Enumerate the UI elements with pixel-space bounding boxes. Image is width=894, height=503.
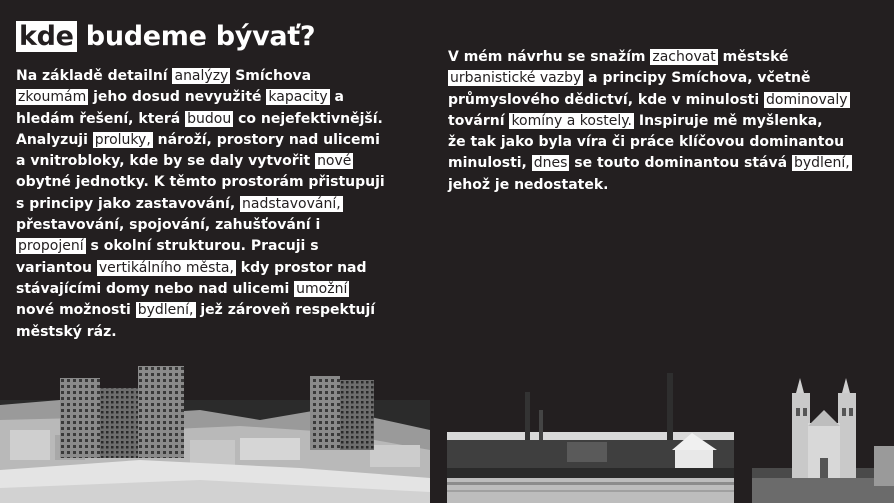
page-title [16, 20, 315, 54]
text-segment: obytné jednotky. K těmto prostorám přistupuji [16, 174, 385, 191]
text-segment: Analyzuji [16, 131, 93, 148]
text-line [16, 279, 411, 300]
highlighted-word: dominovaly [766, 91, 848, 108]
text-line [448, 153, 883, 174]
text-segment: a vnitrobloky, kde by se daly vytvořit [16, 153, 316, 170]
highlighted-word: propojení [18, 238, 84, 255]
highlighted-word: kapacity [268, 89, 328, 106]
text-segment: minulosti, [448, 155, 532, 172]
text-line [448, 47, 883, 68]
right-paragraph [448, 47, 883, 196]
text-line [448, 175, 883, 196]
highlighted-word: urbanistické vazby [450, 70, 582, 87]
text-line [448, 111, 883, 132]
text-segment: variantou [16, 259, 97, 276]
highlighted-word: bydlení, [137, 302, 194, 319]
text-segment: městské [717, 49, 789, 65]
highlighted-word: zkoumám [18, 89, 87, 106]
text-segment: jeho dosud nevyužité [88, 89, 267, 106]
text-segment: co nejefektivnější. [233, 110, 383, 127]
text-segment: průmyslového dědictví, kde v minulosti [448, 91, 765, 108]
text-segment: přestavování, spojování, zahušťování i [16, 217, 321, 234]
highlighted-word: proluky, [94, 131, 151, 148]
text-line [16, 258, 411, 279]
text-segment: jež zároveň respektují [195, 302, 376, 319]
highlighted-word: bydlení, [793, 155, 850, 172]
historical-factory-photo [447, 370, 734, 503]
text-segment: Inspiruje mě myšlenka, [633, 112, 823, 129]
highlighted-word: umožní [296, 280, 348, 297]
text-line [16, 66, 411, 87]
text-segment: nároží, prostory nad ulicemi [152, 131, 380, 148]
highlighted-word: analýzy [174, 68, 229, 84]
city-model-render [0, 360, 430, 503]
highlighted-word: vertikálního města, [98, 259, 234, 276]
text-line [16, 87, 411, 108]
highlighted-word: budou [187, 110, 232, 127]
text-line [16, 109, 411, 130]
text-segment: nové možnosti [16, 302, 136, 319]
text-segment: Smíchova [230, 68, 312, 84]
text-line [448, 90, 883, 111]
text-line [16, 236, 411, 257]
text-segment: a principy Smíchova, včetně [583, 70, 811, 87]
text-line [16, 194, 411, 215]
text-segment: tovární [448, 112, 510, 129]
title-highlight: kde [16, 21, 77, 52]
text-segment: městský ráz. [16, 323, 117, 340]
text-line [16, 215, 411, 236]
title-rest: budeme bývať? [76, 21, 316, 52]
text-line [16, 300, 411, 321]
text-line [16, 151, 411, 172]
text-segment: hledám řešení, která [16, 110, 186, 127]
text-segment: že tak jako byla víra či práce klíčovou dominantou [448, 134, 845, 151]
text-line [16, 130, 411, 151]
text-segment: s okolní strukturou. Pracuji s [85, 238, 319, 255]
left-paragraph [16, 66, 411, 343]
text-segment: Na základě detailní [16, 68, 173, 84]
text-line [448, 68, 883, 89]
text-segment: a [329, 89, 345, 106]
highlighted-word: nadstavování, [242, 195, 341, 212]
highlighted-word: komíny a kostely. [511, 112, 632, 129]
highlighted-word: dnes [533, 155, 568, 172]
text-line [448, 132, 883, 153]
highlighted-word: zachovat [652, 49, 716, 65]
historical-church-photo [752, 368, 894, 503]
text-segment: stávajícími domy nebo nad ulicemi [16, 280, 295, 297]
text-segment: kdy prostor nad [235, 259, 367, 276]
text-segment: s principy jako zastavování, [16, 195, 241, 212]
text-line [16, 322, 411, 343]
text-segment: jehož je nedostatek. [448, 176, 609, 193]
text-line [16, 172, 411, 193]
highlighted-word: nové [317, 153, 352, 170]
text-segment: se touto dominantou stává [569, 155, 792, 172]
text-segment: V mém návrhu se snažím [448, 49, 651, 65]
